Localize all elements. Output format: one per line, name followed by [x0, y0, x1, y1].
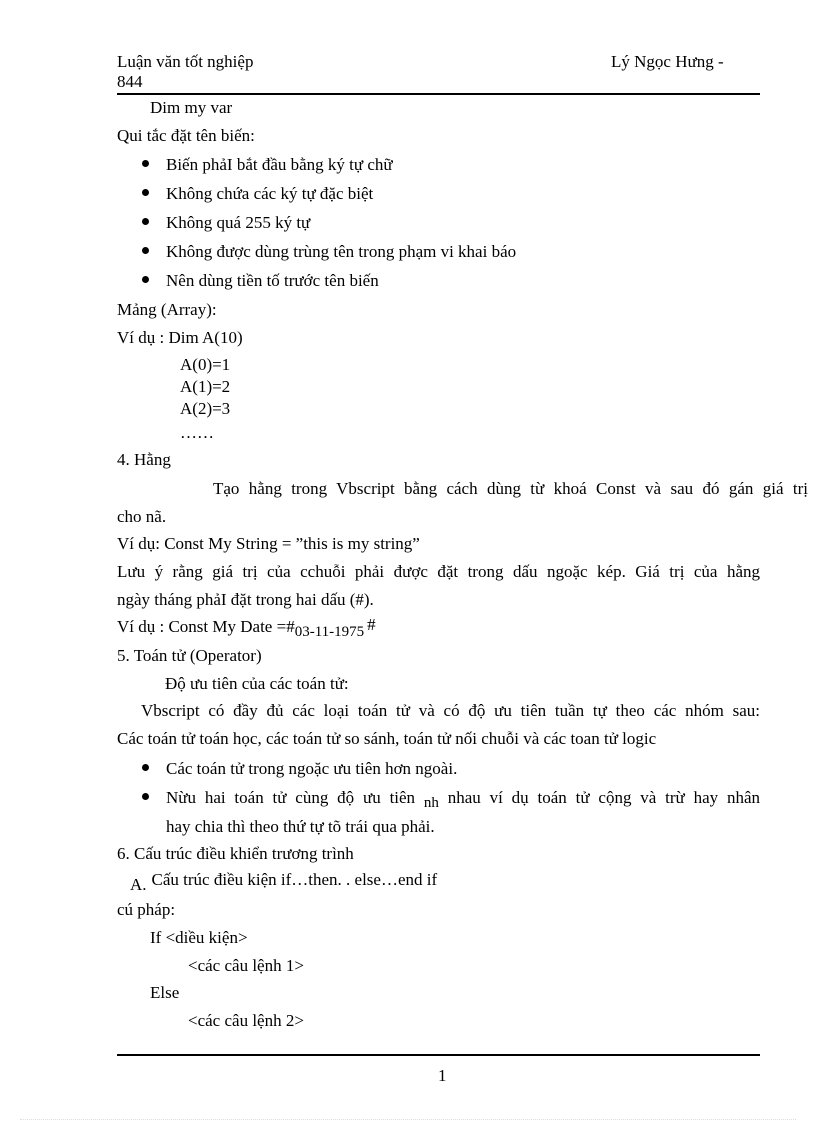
- footer-rule: [117, 1054, 760, 1056]
- paragraph-line: Các toán tử toán học, các toán tử so sánh, toán tử nối chuỗi và các toan tử logic: [117, 729, 657, 748]
- code-line: If <diều kiện>: [150, 928, 248, 947]
- bullet-icon: [142, 247, 149, 254]
- hash-mark: #: [367, 615, 376, 634]
- bullet-icon: [142, 793, 149, 800]
- list-item: Không chứa các ký tự đặc biệt: [166, 184, 374, 203]
- page-edge: [20, 1119, 796, 1120]
- bullet-icon: [142, 189, 149, 196]
- code-line: A(0)=1: [180, 355, 231, 374]
- paragraph-line: ngày tháng phảI đặt trong hai dấu (#).: [117, 590, 374, 609]
- header-right: Lý Ngọc Hưng -: [611, 52, 724, 71]
- section-title: 6. Cấu trúc điều khiển trương trình: [117, 844, 354, 863]
- list-item: Không được dùng trùng tên trong phạm vi khai báo: [166, 242, 517, 261]
- text-line: [117, 615, 376, 640]
- code-line: <các câu lệnh 1>: [188, 956, 304, 975]
- text-line: Ví dụ : Dim A(10): [117, 328, 243, 347]
- header-left-number: 844: [117, 72, 143, 91]
- paragraph-line: Tạo hằng trong Vbscript bằng cách dùng từ khoá Const và sau đó gán giá trị: [213, 479, 808, 498]
- date-value: 03-11-1975: [294, 624, 365, 640]
- list-item: Biến phảI bắt đầu bằng ký tự chữ: [166, 155, 393, 174]
- list-item-continued: hay chia thì theo thứ tự tõ trái qua phải.: [166, 817, 435, 836]
- page-number: 1: [438, 1066, 447, 1085]
- list-item: Không quá 255 ký tự: [166, 213, 311, 232]
- list-item: Các toán tử trong ngoặc ưu tiên hơn ngoài.: [166, 759, 458, 778]
- paragraph-line: Lưu ý rằng giá trị của cchuỗi phải được đặt trong dấu ngoặc kép. Giá trị của hằng: [117, 562, 760, 581]
- paragraph-line: cho nã.: [117, 507, 167, 526]
- bullet-icon: [142, 276, 149, 283]
- example-label: Ví dụ : Const My Date =#: [117, 617, 295, 636]
- text-line: Ví dụ: Const My String = ”this is my string”: [117, 534, 420, 553]
- bullet-icon: [142, 764, 149, 771]
- text-line: cú pháp:: [117, 900, 176, 919]
- bullet-icon: [142, 218, 149, 225]
- subheading: Độ ưu tiên của các toán tử:: [165, 674, 349, 693]
- code-line: A(1)=2: [180, 377, 231, 396]
- header-rule: [117, 93, 760, 95]
- subsection-letter: A.: [130, 875, 147, 894]
- text-line: Mảng (Array):: [117, 300, 217, 319]
- list-item: Nừu hai toán tử cùng độ ưu tiên nh nhau ví dụ toán tử cộng và trừ hay nhân: [166, 788, 761, 811]
- section-title: 5. Toán tử (Operator): [117, 646, 262, 665]
- code-line: ……: [180, 423, 214, 442]
- header-left: Luận văn tốt nghiệp: [117, 52, 254, 71]
- paragraph-line: Vbscript có đầy đủ các loại toán tử và có độ ưu tiên tuần tự theo các nhóm sau:: [141, 701, 760, 720]
- subsection-title: [130, 870, 438, 894]
- subsection-text: Cấu trúc điều kiện if…then. . else…end if: [151, 870, 438, 889]
- text-line: Dim my var: [150, 98, 233, 117]
- code-line: Else: [150, 983, 180, 1002]
- text-line: Qui tắc đặt tên biến:: [117, 126, 255, 145]
- section-title: 4. Hằng: [117, 450, 171, 469]
- bullet-icon: [142, 160, 149, 167]
- list-item: Nên dùng tiền tố trước tên biến: [166, 271, 379, 290]
- code-line: <các câu lệnh 2>: [188, 1011, 304, 1030]
- code-line: A(2)=3: [180, 399, 231, 418]
